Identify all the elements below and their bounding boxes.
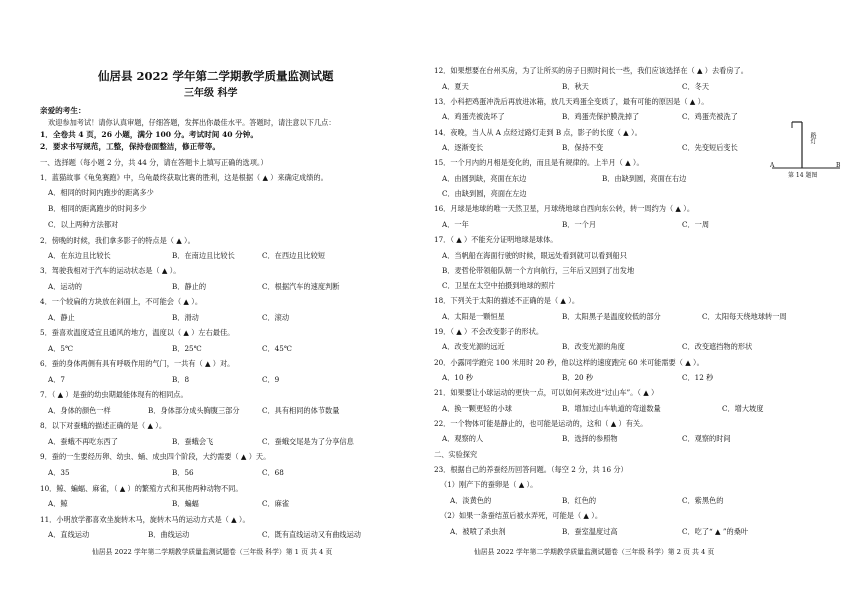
option: B．身体部分成头胸腹三部分	[148, 406, 240, 415]
question-5: 5．蚕喜欢温度适宜且通风的地方，温度以（ ▲ ）左右最佳。	[40, 328, 235, 337]
option: B．56	[172, 468, 194, 477]
option: C．12 秒	[682, 373, 714, 382]
option: B．8	[172, 375, 190, 384]
option: C．既有直线运动又有曲线运动	[262, 530, 361, 539]
exam-title: 仙居县 2022 学年第二学期教学质量监测试题	[98, 69, 334, 83]
option: A．10 秒	[442, 373, 473, 382]
post-label: 路灯	[809, 132, 816, 144]
option: C．冬天	[682, 82, 710, 91]
option: A．被喷了杀虫剂	[450, 527, 506, 536]
option: C．根据汽车的速度判断	[262, 282, 340, 291]
question-22: 22．一个物体可能是静止的，也可能是运动的，这和（ ▲ ）有关。	[434, 419, 648, 428]
option: A．观察的人	[442, 434, 484, 443]
option: C．滚动	[262, 313, 290, 322]
question-19: 19．（ ▲ ）不会改变影子的形状。	[434, 327, 544, 336]
question-8: 8．以下对蚕蛾的描述正确的是（ ▲ ）。	[40, 421, 167, 430]
question-3: 3．驾驶我相对于汽车的运动状态是（ ▲ ）。	[40, 266, 181, 275]
option: B．由缺到圆，亮面在右边	[602, 174, 687, 183]
option: C．增大坡度	[722, 404, 764, 413]
option: B．改变光源的角度	[562, 342, 625, 351]
notice-line: 1．全卷共 4 页，26 小题，满分 100 分。考试时间 40 分钟。	[40, 130, 258, 139]
option: A．35	[48, 468, 70, 477]
option: A．当帆船在海面行驶的时候，眼远处看到就可以看到船只	[442, 251, 627, 260]
option: B．增加过山车轨道的弯道数量	[562, 404, 661, 413]
option: C．68	[262, 468, 284, 477]
option: B．一个月	[562, 220, 597, 229]
question-14: 14．夜晚，当人从 A 点经过路灯走到 B 点，影子的长度（ ▲ ）。	[434, 128, 642, 137]
option: C．45℃	[262, 344, 292, 353]
notice-heading: 亲爱的考生：	[40, 106, 86, 115]
option: B．秋天	[562, 82, 589, 91]
question-20: 20．小露同学跑完 100 米用时 20 秒，他以这样的速度跑完 60 米可能需要（ ▲ ）。	[434, 358, 704, 367]
question-23: 23．根据自己的养蚕经历回答问题。（每空 2 分，共 16 分）	[434, 465, 628, 474]
option: B．蝙蝠	[172, 499, 199, 508]
point-a-label: A	[770, 162, 775, 169]
option: A．运动的	[48, 282, 82, 291]
option: B．太阳黑子是温度较低的部分	[562, 312, 661, 321]
notice-line: 2．要求书写规范，工整，保持卷面整洁，修正带等。	[40, 142, 220, 151]
option: C．具有相同的体节数量	[262, 406, 340, 415]
option: A．鸡蛋壳被洗坏了	[442, 112, 505, 121]
option: A．静止	[48, 313, 75, 322]
option: C．9	[262, 375, 280, 384]
question-11: 11．小明放学都喜欢坐旋转木马，旋转木马的运动方式是（ ▲ ）。	[40, 515, 250, 524]
question-6: 6．蚕的身体两侧有具有呼吸作用的气门，一共有（ ▲ ）对。	[40, 359, 235, 368]
option: C．紫黑色的	[682, 496, 724, 505]
option: C．太阳每天绕地球转一周	[702, 312, 787, 321]
question-12: 12．如果想要在台州买房，为了让所买的房子日照时间长一些，我们应该选择在（ ▲ ）去看房了。	[434, 66, 748, 75]
question-16: 16．月球是地球的唯一天然卫星，月球绕地球自西向东公转，转一周约为（ ▲ ）。	[434, 204, 695, 213]
option: C．卫星在太空中拍摄到地球的照片	[442, 281, 556, 290]
option: B．蚕蛾会飞	[172, 437, 214, 446]
section-heading-experiment: 二、实验探究	[434, 450, 478, 459]
question-10: 10．鲸、蝙蝠、麻雀，（ ▲ ）的繁殖方式和其他两种动物不同。	[40, 484, 243, 493]
figure-q14	[770, 118, 850, 180]
option: A．改变光源的远近	[442, 342, 505, 351]
question-1: 1．蓝猫故事《龟兔赛跑》中，乌龟最终获取比赛的胜利，这是根据（ ▲ ）来确定成绩的。	[40, 173, 328, 182]
option: A．7	[48, 375, 65, 384]
option: B．25℃	[172, 344, 202, 353]
option: C．麻雀	[262, 499, 290, 508]
question-4: 4．一个较扁的方块放在斜面上，不可能会（ ▲ ）。	[40, 297, 203, 306]
exam-page-2	[430, 0, 860, 608]
option: A．夏天	[442, 82, 469, 91]
option: C．一周	[682, 220, 710, 229]
question-15: 15．一个月内的月相是变化的，而且是有规律的。上半月（ ▲ ）。	[434, 158, 644, 167]
option: C．由缺到圆，亮面在左边	[442, 189, 527, 198]
option: A．身体的颜色一样	[48, 406, 111, 415]
notice-line: 欢迎参加考试！请你认真审题，仔细答题，发挥出你最佳水平。答题时，请注意以下几点：	[48, 118, 336, 127]
option: C．改变遮挡物的形状	[682, 342, 753, 351]
option: B．鸡蛋壳保护膜洗掉了	[562, 112, 640, 121]
page-footer: 仙居县 2022 学年第二学期教学质量监测试题卷（三年级 科学）第 2 页 共 4 页	[474, 548, 715, 556]
option: A．5℃	[48, 344, 73, 353]
option: C．蚕蛾交尾是为了分享信息	[262, 437, 354, 446]
option: A．鲸	[48, 499, 68, 508]
option: C．吃了“ ▲ ”的桑叶	[682, 527, 749, 536]
option: A．一年	[442, 220, 469, 229]
option: B．曲线运动	[148, 530, 190, 539]
option: A．蚕蛾不再吃东西了	[48, 437, 118, 446]
option: B．在南边且比较长	[172, 251, 235, 260]
option: B．20 秒	[562, 373, 594, 382]
question-13: 13．小科把鸡蛋冲洗后再放进冰箱，放几天鸡蛋全变质了，最有可能的原因是（ ▲ ）。	[434, 97, 709, 106]
question-7: 7．（ ▲ ）是蚕的幼虫期最能体现有的相同点。	[40, 390, 188, 399]
option: B．相同的距离跑步的时间多少	[48, 204, 147, 213]
option: A．由圆到缺，亮面在东边	[442, 174, 527, 183]
page-footer: 仙居县 2022 学年第二学期教学质量监测试题卷（三年级 科学）第 1 页 共 4 页	[92, 548, 333, 556]
option: A．逐渐变长	[442, 143, 484, 152]
option: A．相同的时间内跑步的距离多少	[48, 188, 154, 197]
question-21: 21．如果要让小球运动的更快一点，可以如何来改进“过山车”。（ ▲ ）	[434, 388, 659, 397]
option: C．以上两种方法都对	[48, 220, 119, 229]
option: B．麦哲伦带领船队朝一个方向航行，三年后又回到了出发地	[442, 266, 635, 275]
option: C．鸡蛋壳被洗了	[682, 112, 738, 121]
option: C．先变短后变长	[682, 143, 738, 152]
option: B．静止的	[172, 282, 207, 291]
option: A．在东边且比较长	[48, 251, 111, 260]
option: A．太阳是一颗恒星	[442, 312, 505, 321]
question-23-1: （1）刚产下的蚕卵是（ ▲ ）。	[440, 480, 538, 489]
section-heading-choice: 一、选择题（每小题 2 分，共 44 分，请在答题卡上填写正确的选项。）	[40, 158, 268, 167]
option: B．红色的	[562, 496, 597, 505]
option: B．选择的参照物	[562, 434, 618, 443]
point-b-label: B	[836, 162, 841, 169]
option: C．在西边且比较短	[262, 251, 326, 260]
question-17: 17．（ ▲ ）不能充分证明地球是球体。	[434, 235, 558, 244]
question-2: 2．傍晚的时候，我们拿多影子的特点是（ ▲ ）。	[40, 236, 195, 245]
question-9: 9．蚕的一生要经历卵、幼虫、蛹、成虫四个阶段，大约需要（ ▲ ）天。	[40, 452, 271, 461]
exam-subtitle: 三年级 科学	[184, 88, 238, 99]
option: B．滑动	[172, 313, 199, 322]
question-23-2: （2）如果一条蚕结茧后被水弄死，可能是（ ▲ ）。	[440, 511, 603, 520]
option: A．直线运动	[48, 530, 90, 539]
figure-caption: 第 14 题图	[788, 172, 818, 179]
option: B．保持不变	[562, 143, 604, 152]
option: C．观察的时间	[682, 434, 731, 443]
option: A．淡黄色的	[450, 496, 492, 505]
option: B．蚕室温度过高	[562, 527, 618, 536]
question-18: 18．下列关于太阳的描述不正确的是（ ▲ ）。	[434, 296, 580, 305]
option: A．换一颗更轻的小球	[442, 404, 512, 413]
